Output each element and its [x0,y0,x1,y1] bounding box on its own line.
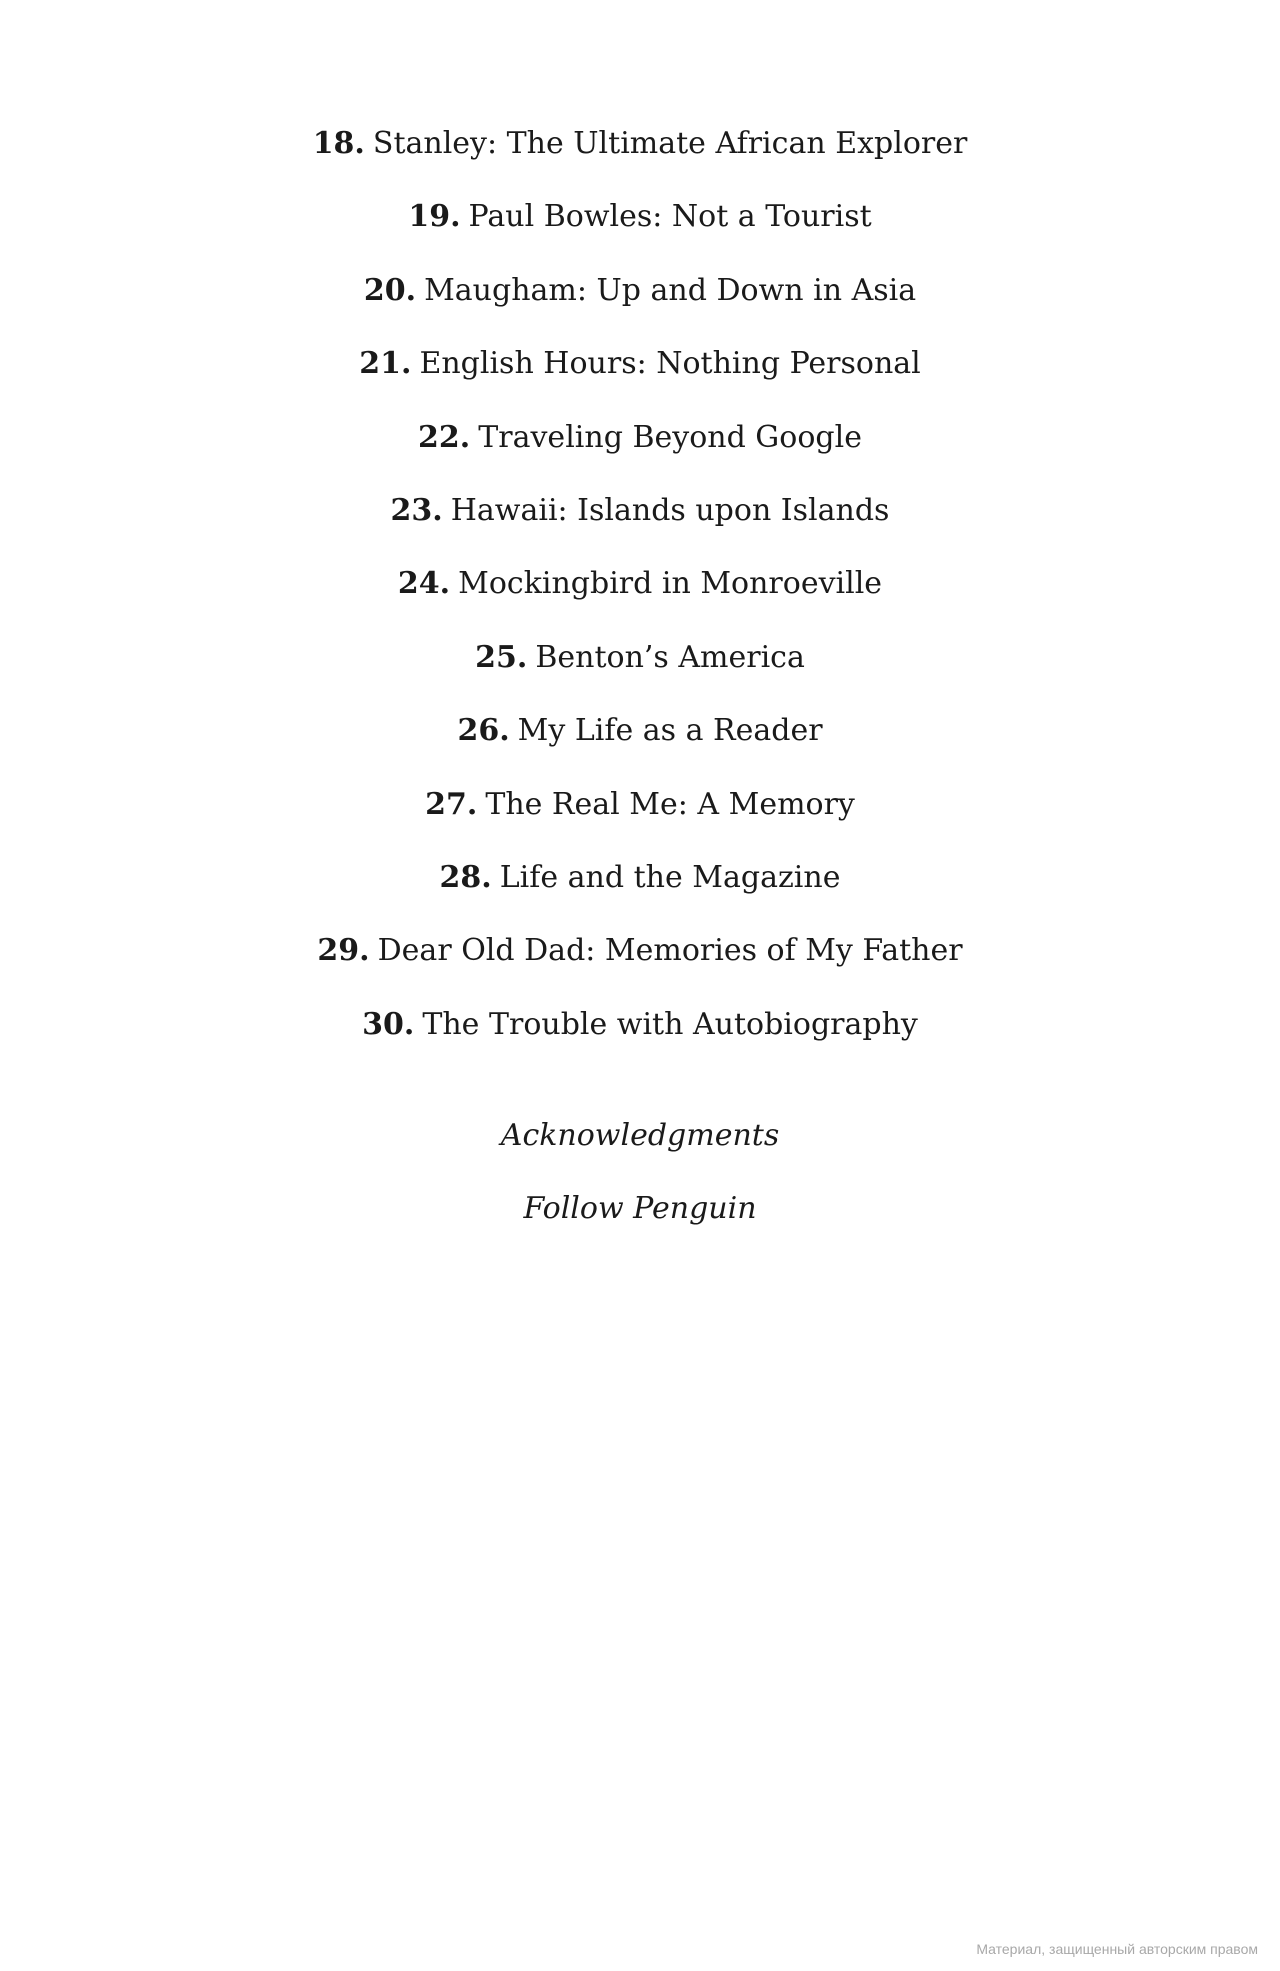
chapter-number: 27. [425,786,478,822]
chapter-title: Stanley: The Ultimate African Explorer [372,126,968,161]
chapter-number: 25. [475,639,528,675]
chapter-number: 19. [408,199,461,235]
toc-entry-26[interactable] [0,711,1280,784]
chapter-title: Benton’s America [535,639,805,675]
toc-entry-25[interactable] [0,638,1280,711]
chapter-number: 29. [317,933,370,969]
chapter-number: 30. [362,1006,415,1042]
chapter-number: 28. [439,859,492,895]
toc-entry-28[interactable] [0,858,1280,931]
copyright-watermark: Материал, защищенный авторским правом [976,1941,1258,1957]
chapter-title: The Real Me: A Memory [485,786,855,822]
toc-entry-29[interactable] [0,931,1280,1004]
chapter-title: Mockingbird in Monroeville [458,566,883,602]
chapter-title: Hawaii: Islands upon Islands [450,492,890,528]
chapter-number: 24. [397,566,451,602]
toc-entry-27[interactable] [0,785,1280,858]
chapter-number: 20. [363,272,417,308]
chapter-title: English Hours: Nothing Personal [419,346,921,382]
chapter-title: Traveling Beyond Google [478,419,862,455]
chapter-title: Paul Bowles: Not a Tourist [468,199,872,235]
chapter-title: The Trouble with Autobiography [422,1006,918,1042]
chapter-title: Dear Old Dad: Memories of My Father [377,933,963,969]
chapter-title: Life and the Magazine [499,859,841,895]
chapter-title: Maugham: Up and Down in Asia [424,272,917,308]
toc-entry-21[interactable] [0,344,1280,417]
backmatter-list [0,1116,1280,1263]
chapter-number: 22. [418,419,471,455]
toc-entry-24[interactable] [0,564,1280,637]
chapter-number: 26. [457,713,510,749]
toc-entry-18[interactable] [0,124,1280,197]
toc-entry-20[interactable] [0,271,1280,344]
acknowledgments-link[interactable]: Acknowledgments [500,1118,780,1153]
toc-entry-23[interactable] [0,491,1280,564]
chapter-number: 23. [390,492,443,528]
toc-entry-22[interactable] [0,418,1280,491]
chapter-number: 18. [312,126,365,161]
follow-penguin-link[interactable]: Follow Penguin [523,1191,757,1227]
chapter-title: My Life as a Reader [517,713,823,749]
chapter-number: 21. [359,346,412,382]
toc-entry-30[interactable] [0,1005,1280,1078]
table-of-contents [0,124,1280,1078]
toc-entry-19[interactable] [0,197,1280,270]
